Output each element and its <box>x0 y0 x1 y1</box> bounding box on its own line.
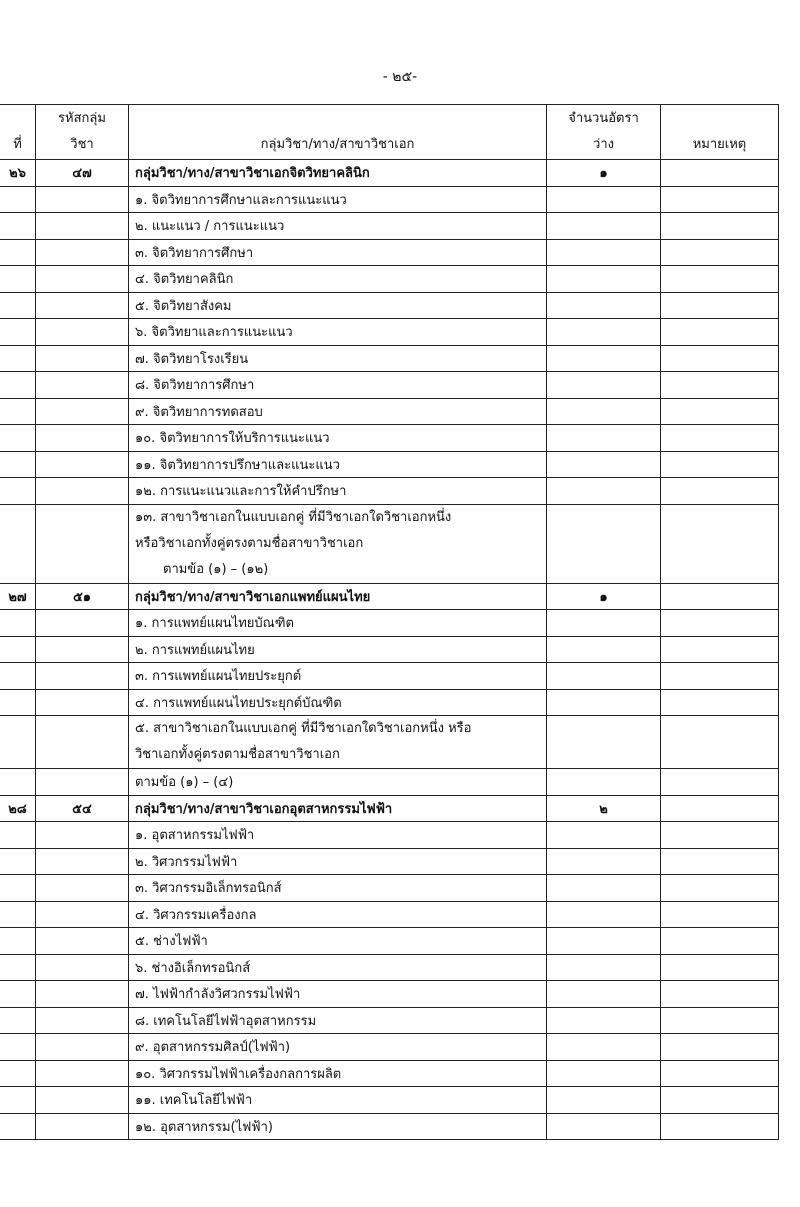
vacancy-count <box>547 769 661 796</box>
header-no: ที่ <box>0 105 36 160</box>
subject-item: ๘. จิตวิทยาการศึกษา <box>129 372 547 399</box>
subject-item: ๕. จิตวิทยาสังคม <box>129 292 547 319</box>
table-row <box>0 928 779 955</box>
vacancy-count <box>547 1087 661 1114</box>
table-row <box>0 636 779 663</box>
vacancy-count <box>547 848 661 875</box>
group-number: ๒๗ <box>0 583 36 610</box>
group-code <box>36 239 129 266</box>
group-code <box>36 981 129 1008</box>
table-row <box>0 822 779 849</box>
vacancy-count <box>547 398 661 425</box>
table-row <box>0 478 779 505</box>
group-number <box>0 345 36 372</box>
remark-cell <box>661 901 779 928</box>
page-number: - ๒๕- <box>382 69 418 85</box>
table-row <box>0 1007 779 1034</box>
remark-cell <box>661 398 779 425</box>
vacancy-count <box>547 610 661 637</box>
subject-item: ๑๐. วิศวกรรมไฟฟ้าเครื่องกลการผลิต <box>129 1060 547 1087</box>
vacancy-count <box>547 875 661 902</box>
table-row <box>0 769 779 796</box>
group-code <box>36 822 129 849</box>
vacancy-count <box>547 1034 661 1061</box>
subject-item-multiline <box>129 504 547 583</box>
group-number <box>0 689 36 716</box>
subject-item: ๓. จิตวิทยาการศึกษา <box>129 239 547 266</box>
remark-cell <box>661 769 779 796</box>
remark-cell <box>661 1113 779 1140</box>
group-code <box>36 636 129 663</box>
subject-item: ๗. ไฟฟ้ากำลังวิศวกรรมไฟฟ้า <box>129 981 547 1008</box>
subject-line: วิชาเอกทั้งคู่ตรงตามชื่อสาขาวิชาเอก <box>135 747 340 762</box>
header-code: รหัสกลุ่ม วิชา <box>36 105 129 160</box>
remark-cell <box>661 266 779 293</box>
remark-cell <box>661 875 779 902</box>
remark-cell <box>661 822 779 849</box>
subject-item: ตามข้อ (๑) – (๔) <box>129 769 547 796</box>
group-code <box>36 186 129 213</box>
vacancy-count <box>547 1113 661 1140</box>
group-row <box>0 160 779 187</box>
remark-cell <box>661 928 779 955</box>
table-row <box>0 875 779 902</box>
remark-cell <box>661 478 779 505</box>
table-row <box>0 981 779 1008</box>
remark-cell <box>661 583 779 610</box>
remark-cell <box>661 795 779 822</box>
group-code <box>36 954 129 981</box>
vacancy-count <box>547 319 661 346</box>
vacancy-count <box>547 345 661 372</box>
group-number <box>0 928 36 955</box>
group-row <box>0 795 779 822</box>
table-row <box>0 689 779 716</box>
subject-item-multiline <box>129 716 547 769</box>
table-row <box>0 1113 779 1140</box>
group-number <box>0 1060 36 1087</box>
subject-item: ๕. ช่างไฟฟ้า <box>129 928 547 955</box>
group-code <box>36 1060 129 1087</box>
table-row <box>0 663 779 690</box>
group-code: ๕๑ <box>36 583 129 610</box>
table-row <box>0 186 779 213</box>
group-code <box>36 610 129 637</box>
group-code <box>36 319 129 346</box>
remark-cell <box>661 610 779 637</box>
table-row <box>0 1087 779 1114</box>
header-name: กลุ่มวิชา/ทาง/สาขาวิชาเอก <box>129 105 547 160</box>
subject-item: ๔. การแพทย์แผนไทยประยุกต์บัณฑิต <box>129 689 547 716</box>
subject-item: ๙. จิตวิทยาการทดสอบ <box>129 398 547 425</box>
group-code <box>36 848 129 875</box>
group-number <box>0 875 36 902</box>
header-count: จำนวนอัตรา ว่าง <box>547 105 661 160</box>
group-code <box>36 716 129 769</box>
remark-cell <box>661 292 779 319</box>
table-row <box>0 372 779 399</box>
remark-cell <box>661 345 779 372</box>
subject-item: ๑๐. จิตวิทยาการให้บริการแนะแนว <box>129 425 547 452</box>
group-number <box>0 610 36 637</box>
group-code <box>36 372 129 399</box>
group-code <box>36 345 129 372</box>
table-row <box>0 239 779 266</box>
table-row <box>0 319 779 346</box>
remark-cell <box>661 663 779 690</box>
group-number <box>0 319 36 346</box>
remark-cell <box>661 451 779 478</box>
subject-item: ๑๒. การแนะแนวและการให้คำปรึกษา <box>129 478 547 505</box>
group-number <box>0 186 36 213</box>
subject-item: ๒. การแพทย์แผนไทย <box>129 636 547 663</box>
table-row <box>0 954 779 981</box>
subject-item: ๑๒. อุตสาหกรรม(ไฟฟ้า) <box>129 1113 547 1140</box>
vacancy-count <box>547 478 661 505</box>
vacancy-count <box>547 451 661 478</box>
subject-item: ๖. ช่างอิเล็กทรอนิกส์ <box>129 954 547 981</box>
group-number <box>0 901 36 928</box>
vacancy-count: ๒ <box>547 795 661 822</box>
vacancy-count <box>547 425 661 452</box>
table-row <box>0 1060 779 1087</box>
group-code <box>36 266 129 293</box>
subject-item: ๑๑. จิตวิทยาการปรึกษาและแนะแนว <box>129 451 547 478</box>
table-row <box>0 425 779 452</box>
remark-cell <box>661 1007 779 1034</box>
group-number <box>0 954 36 981</box>
remark-cell <box>661 954 779 981</box>
subject-item: ๗. จิตวิทยาโรงเรียน <box>129 345 547 372</box>
group-code <box>36 478 129 505</box>
table-row <box>0 345 779 372</box>
group-code <box>36 1034 129 1061</box>
subject-item: ๑. จิตวิทยาการศึกษาและการแนะแนว <box>129 186 547 213</box>
group-number <box>0 451 36 478</box>
group-row <box>0 583 779 610</box>
table-row <box>0 610 779 637</box>
vacancy-count <box>547 504 661 583</box>
remark-cell <box>661 689 779 716</box>
vacancy-count <box>547 689 661 716</box>
group-code <box>36 213 129 240</box>
subject-item: ๓. วิศวกรรมอิเล็กทรอนิกส์ <box>129 875 547 902</box>
group-number <box>0 636 36 663</box>
remark-cell <box>661 186 779 213</box>
group-number <box>0 1034 36 1061</box>
group-code <box>36 901 129 928</box>
subject-item: ๒. แนะแนว / การแนะแนว <box>129 213 547 240</box>
group-number <box>0 425 36 452</box>
subject-item: ๒. วิศวกรรมไฟฟ้า <box>129 848 547 875</box>
group-code <box>36 398 129 425</box>
table-row <box>0 451 779 478</box>
subject-item: ๓. การแพทย์แผนไทยประยุกต์ <box>129 663 547 690</box>
group-number <box>0 504 36 583</box>
group-number <box>0 478 36 505</box>
vacancy-count <box>547 372 661 399</box>
remark-cell <box>661 372 779 399</box>
subject-item: ๖. จิตวิทยาและการแนะแนว <box>129 319 547 346</box>
group-number <box>0 716 36 769</box>
group-title: กลุ่มวิชา/ทาง/สาขาวิชาเอกแพทย์แผนไทย <box>129 583 547 610</box>
vacancy-count <box>547 954 661 981</box>
vacancy-table <box>0 104 779 1140</box>
vacancy-count <box>547 213 661 240</box>
group-number <box>0 372 36 399</box>
header-note: หมายเหตุ <box>661 105 779 160</box>
group-code: ๕๔ <box>36 795 129 822</box>
group-number <box>0 239 36 266</box>
group-code <box>36 1087 129 1114</box>
subject-line: ตามข้อ (๑) – (๑๒) <box>163 561 269 577</box>
group-code <box>36 1007 129 1034</box>
remark-cell <box>661 636 779 663</box>
group-title: กลุ่มวิชา/ทาง/สาขาวิชาเอกจิตวิทยาคลินิก <box>129 160 547 187</box>
vacancy-count <box>547 822 661 849</box>
table-header-row <box>0 105 779 160</box>
vacancy-count: ๑ <box>547 160 661 187</box>
group-number <box>0 213 36 240</box>
group-number <box>0 769 36 796</box>
group-number <box>0 398 36 425</box>
group-number: ๒๘ <box>0 795 36 822</box>
group-code <box>36 425 129 452</box>
subject-line: ๕. สาขาวิชาเอกในแบบเอกคู่ ที่มีวิชาเอกใดวิชาเอกหนึ่ง หรือ <box>135 721 472 736</box>
remark-cell <box>661 848 779 875</box>
group-number <box>0 1007 36 1034</box>
group-code <box>36 689 129 716</box>
remark-cell <box>661 981 779 1008</box>
table-row <box>0 848 779 875</box>
vacancy-count <box>547 663 661 690</box>
table-row <box>0 213 779 240</box>
group-code: ๔๗ <box>36 160 129 187</box>
vacancy-count <box>547 1060 661 1087</box>
group-number <box>0 981 36 1008</box>
group-number <box>0 1087 36 1114</box>
subject-item: ๔. วิศวกรรมเครื่องกล <box>129 901 547 928</box>
group-number: ๒๖ <box>0 160 36 187</box>
subject-item: ๑๑. เทคโนโลยีไฟฟ้า <box>129 1087 547 1114</box>
vacancy-count <box>547 981 661 1008</box>
table-row <box>0 716 779 769</box>
remark-cell <box>661 716 779 769</box>
vacancy-count <box>547 636 661 663</box>
group-number <box>0 848 36 875</box>
table-row <box>0 292 779 319</box>
table-row <box>0 901 779 928</box>
group-code <box>36 504 129 583</box>
remark-cell <box>661 425 779 452</box>
vacancy-count <box>547 186 661 213</box>
group-code <box>36 875 129 902</box>
subject-line: ๑๓. สาขาวิชาเอกในแบบเอกคู่ ที่มีวิชาเอกใดวิชาเอกหนึ่ง <box>135 509 452 525</box>
remark-cell <box>661 319 779 346</box>
group-number <box>0 1113 36 1140</box>
table-row <box>0 1034 779 1061</box>
group-title: กลุ่มวิชา/ทาง/สาขาวิชาเอกอุตสาหกรรมไฟฟ้า <box>129 795 547 822</box>
group-code <box>36 928 129 955</box>
table-row <box>0 398 779 425</box>
subject-item: ๘. เทคโนโลยีไฟฟ้าอุตสาหกรรม <box>129 1007 547 1034</box>
vacancy-count <box>547 716 661 769</box>
group-code <box>36 1113 129 1140</box>
vacancy-count: ๑ <box>547 583 661 610</box>
group-code <box>36 769 129 796</box>
remark-cell <box>661 160 779 187</box>
table-row <box>0 504 779 583</box>
vacancy-count <box>547 292 661 319</box>
subject-item: ๙. อุตสาหกรรมศิลป์(ไฟฟ้า) <box>129 1034 547 1061</box>
table-row <box>0 266 779 293</box>
vacancy-count <box>547 928 661 955</box>
vacancy-count <box>547 901 661 928</box>
remark-cell <box>661 213 779 240</box>
subject-item: ๑. การแพทย์แผนไทยบัณฑิต <box>129 610 547 637</box>
remark-cell <box>661 1034 779 1061</box>
group-code <box>36 451 129 478</box>
group-code <box>36 292 129 319</box>
remark-cell <box>661 239 779 266</box>
subject-item: ๔. จิตวิทยาคลินิก <box>129 266 547 293</box>
vacancy-count <box>547 239 661 266</box>
remark-cell <box>661 1087 779 1114</box>
group-number <box>0 292 36 319</box>
group-number <box>0 822 36 849</box>
vacancy-count <box>547 266 661 293</box>
group-code <box>36 663 129 690</box>
remark-cell <box>661 504 779 583</box>
group-number <box>0 266 36 293</box>
subject-line: หรือวิชาเอกทั้งคู่ตรงตามชื่อสาขาวิชาเอก <box>135 535 364 551</box>
group-number <box>0 663 36 690</box>
vacancy-count <box>547 1007 661 1034</box>
remark-cell <box>661 1060 779 1087</box>
subject-item: ๑. อุตสาหกรรมไฟฟ้า <box>129 822 547 849</box>
